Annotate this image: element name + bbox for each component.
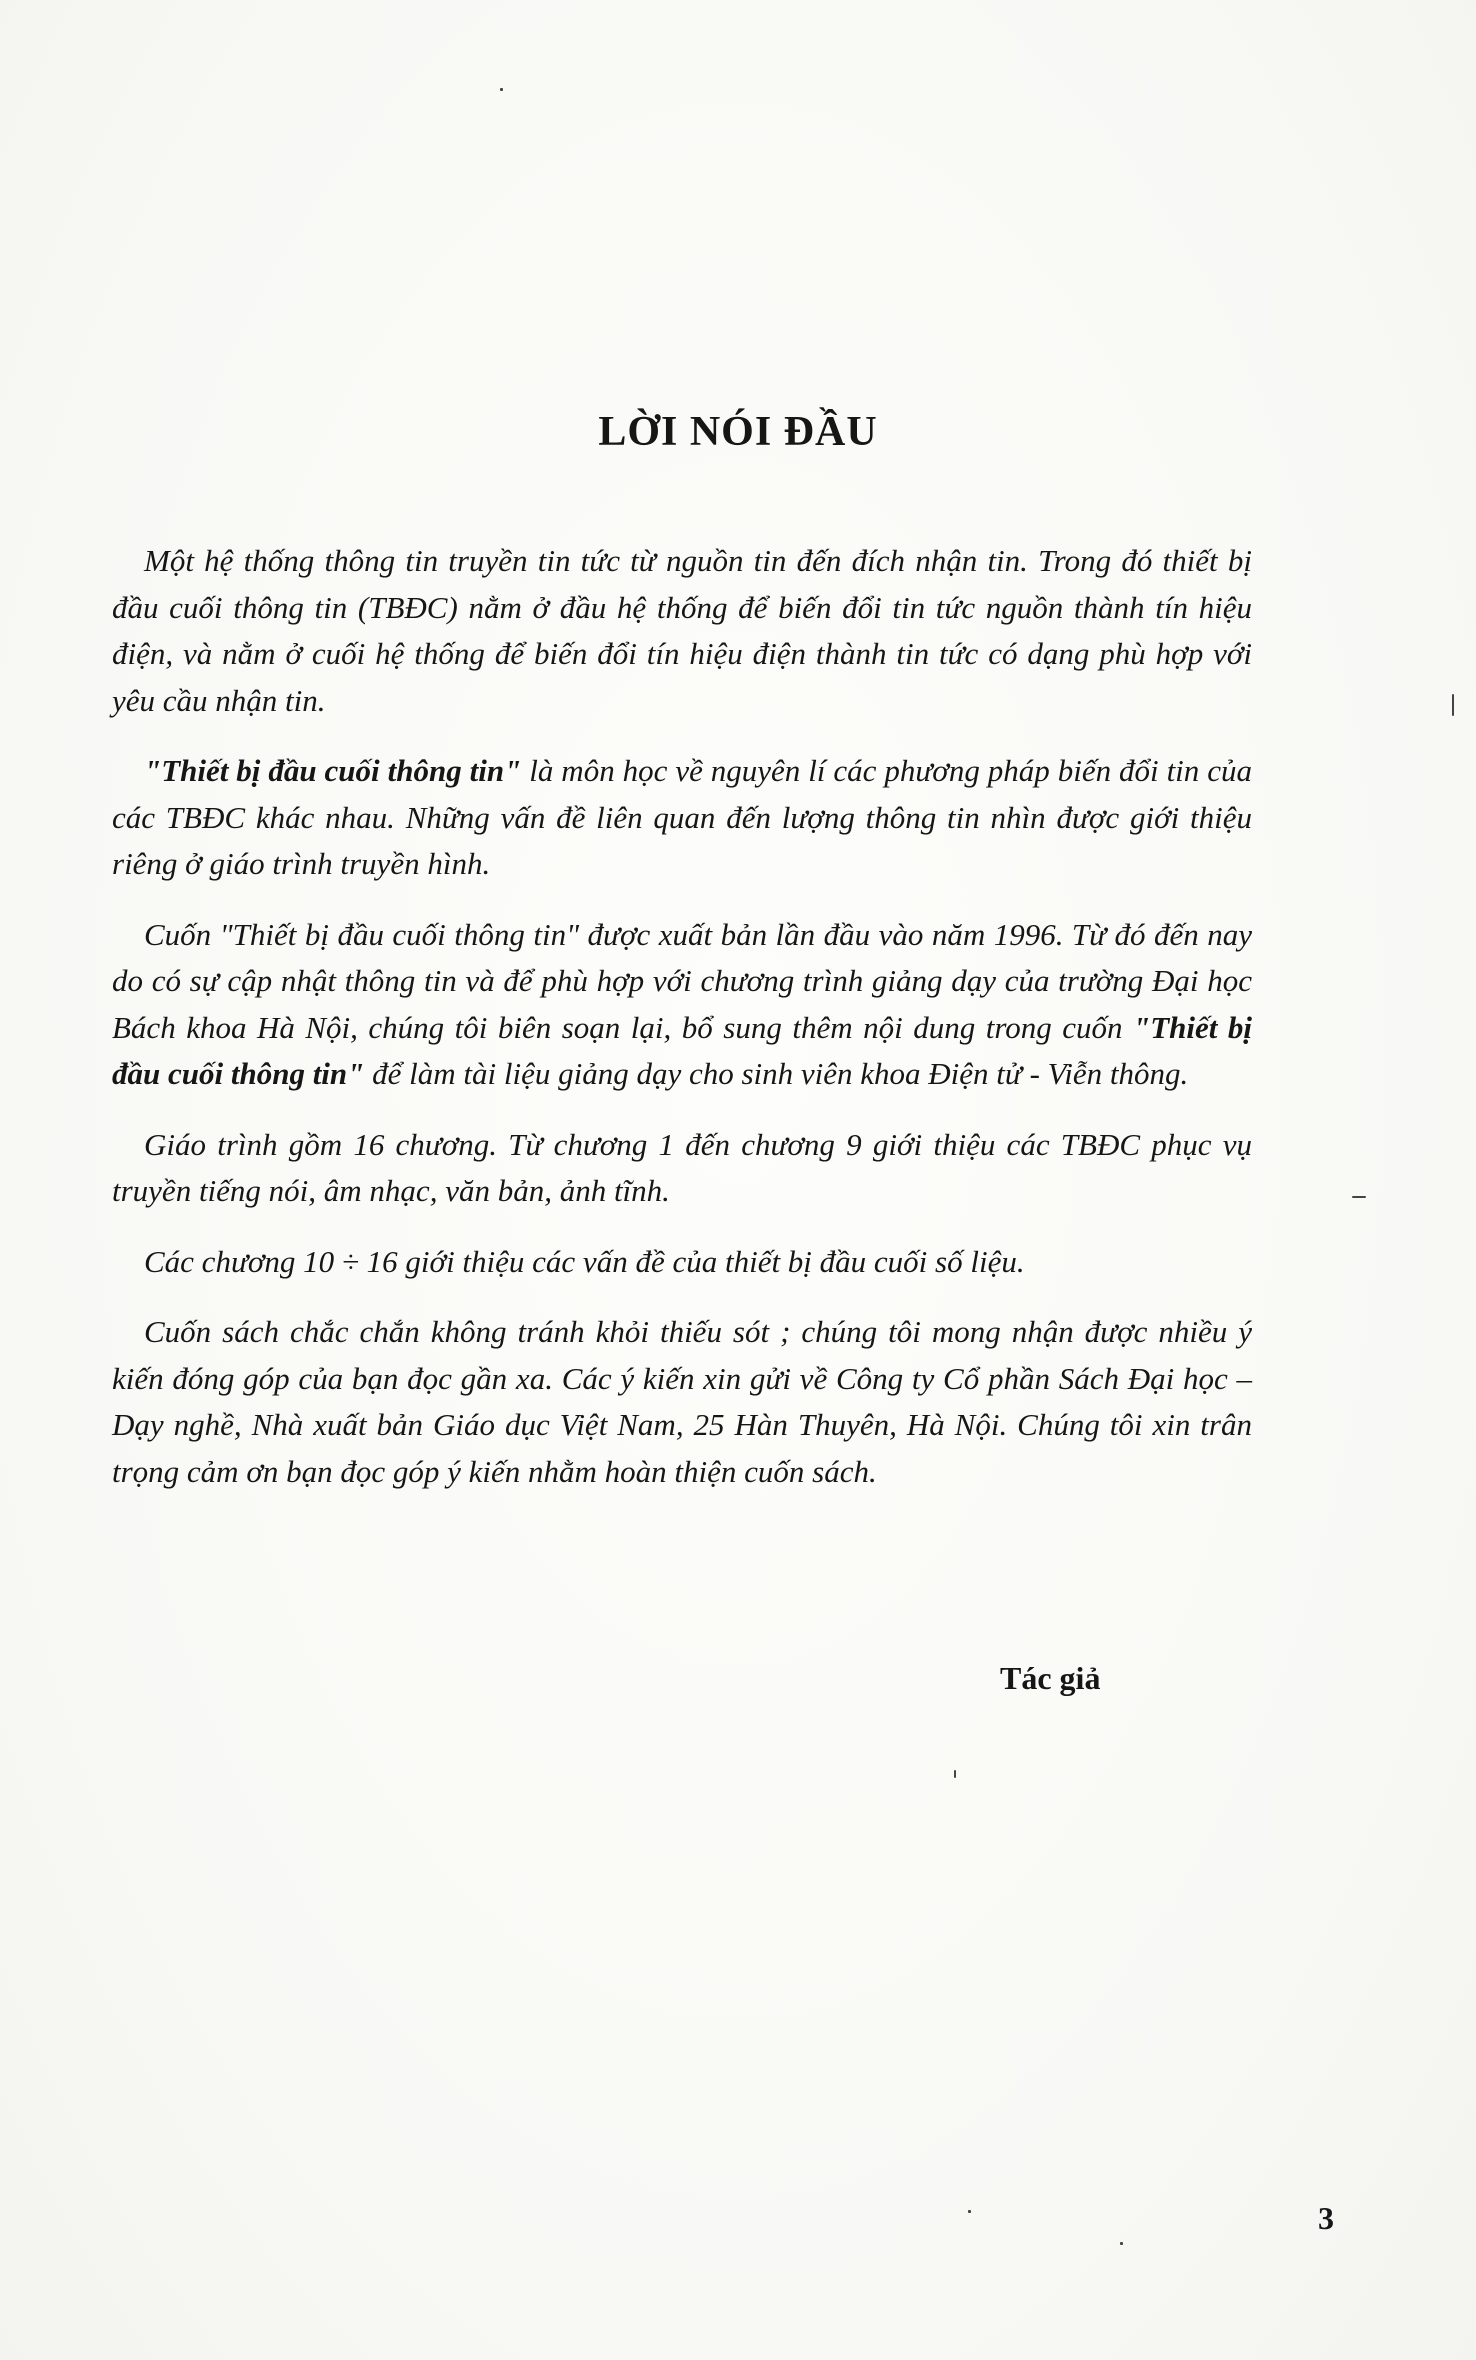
page-number: 3 xyxy=(1318,2200,1334,2236)
text-span: là môn học về nguyên lí các phương pháp biến đổi tin của các TBĐC khác nhau. Những vấn đề liên quan đến lượng thông tin nhìn được giới thiệu riêng ở giáo trình truyền hình. xyxy=(112,753,1252,881)
paragraph xyxy=(112,538,1252,724)
scan-speck xyxy=(1120,2242,1123,2245)
book-title-emphasis: "Thiết bị đầu cuối thông tin" xyxy=(112,1009,1252,1091)
text-span: Cuốn sách chắc chắn không tránh khỏi thiếu sót ; chúng tôi mong nhận được nhiều ý kiến đóng góp của bạn đọc gần xa. Các ý kiến xin gửi về Công ty Cổ phần Sách Đại học – Dạy nghề, Nhà xuất bản Giáo dục Việt Nam, 25 Hàn Thuyên, Hà Nội. Chúng tôi xin trân trọng cảm ơn bạn đọc góp ý kiến nhằm hoàn thiện cuốn sách. xyxy=(112,1314,1252,1489)
book-title-emphasis: "Thiết bị đầu cuối thông tin" xyxy=(144,753,522,788)
text-span: để làm tài liệu giảng dạy cho sinh viên khoa Điện tử - Viễn thông. xyxy=(364,1056,1189,1091)
paragraph xyxy=(112,1239,1252,1286)
text-span: Các chương 10 ÷ 16 giới thiệu các vấn đề của thiết bị đầu cuối số liệu. xyxy=(144,1243,1025,1279)
scan-speck xyxy=(968,2210,971,2213)
paragraph xyxy=(112,748,1252,888)
text-span: Cuốn "Thiết bị đầu cuối thông tin" được xuất bản lần đầu vào năm 1996. Từ đó đến nay do có sự cập nhật thông tin và để phù hợp với chương trình giảng dạy của trường Đại học Bách khoa Hà Nội, chúng tôi biên soạn lại, bổ sung thêm nội dung trong cuốn xyxy=(112,916,1252,1045)
scan-speck xyxy=(500,88,503,91)
scan-speck xyxy=(1352,1196,1366,1198)
preface-body xyxy=(112,538,1252,1519)
scan-speck xyxy=(954,1770,956,1778)
page-title: LỜI NÓI ĐẦU xyxy=(598,409,878,455)
paragraph xyxy=(112,1122,1252,1215)
author-signature: Tác giả xyxy=(1000,1660,1101,1696)
text-span: Một hệ thống thông tin truyền tin tức từ nguồn tin đến đích nhận tin. Trong đó thiết bị đầu cuối thông tin (TBĐC) nằm ở đầu hệ thống để biến đổi tin tức nguồn thành tín hiệu điện, và nằm ở cuối hệ thống để biến đổi tín hiệu điện thành tin tức có dạng phù hợp với yêu cầu nhận tin. xyxy=(112,543,1252,718)
text-span: Giáo trình gồm 16 chương. Từ chương 1 đến chương 9 giới thiệu các TBĐC phục vụ truyền tiếng nói, âm nhạc, văn bản, ảnh tĩnh. xyxy=(112,1126,1252,1208)
paragraph xyxy=(112,1309,1252,1495)
paragraph xyxy=(112,912,1252,1098)
scan-speck xyxy=(1452,694,1454,716)
